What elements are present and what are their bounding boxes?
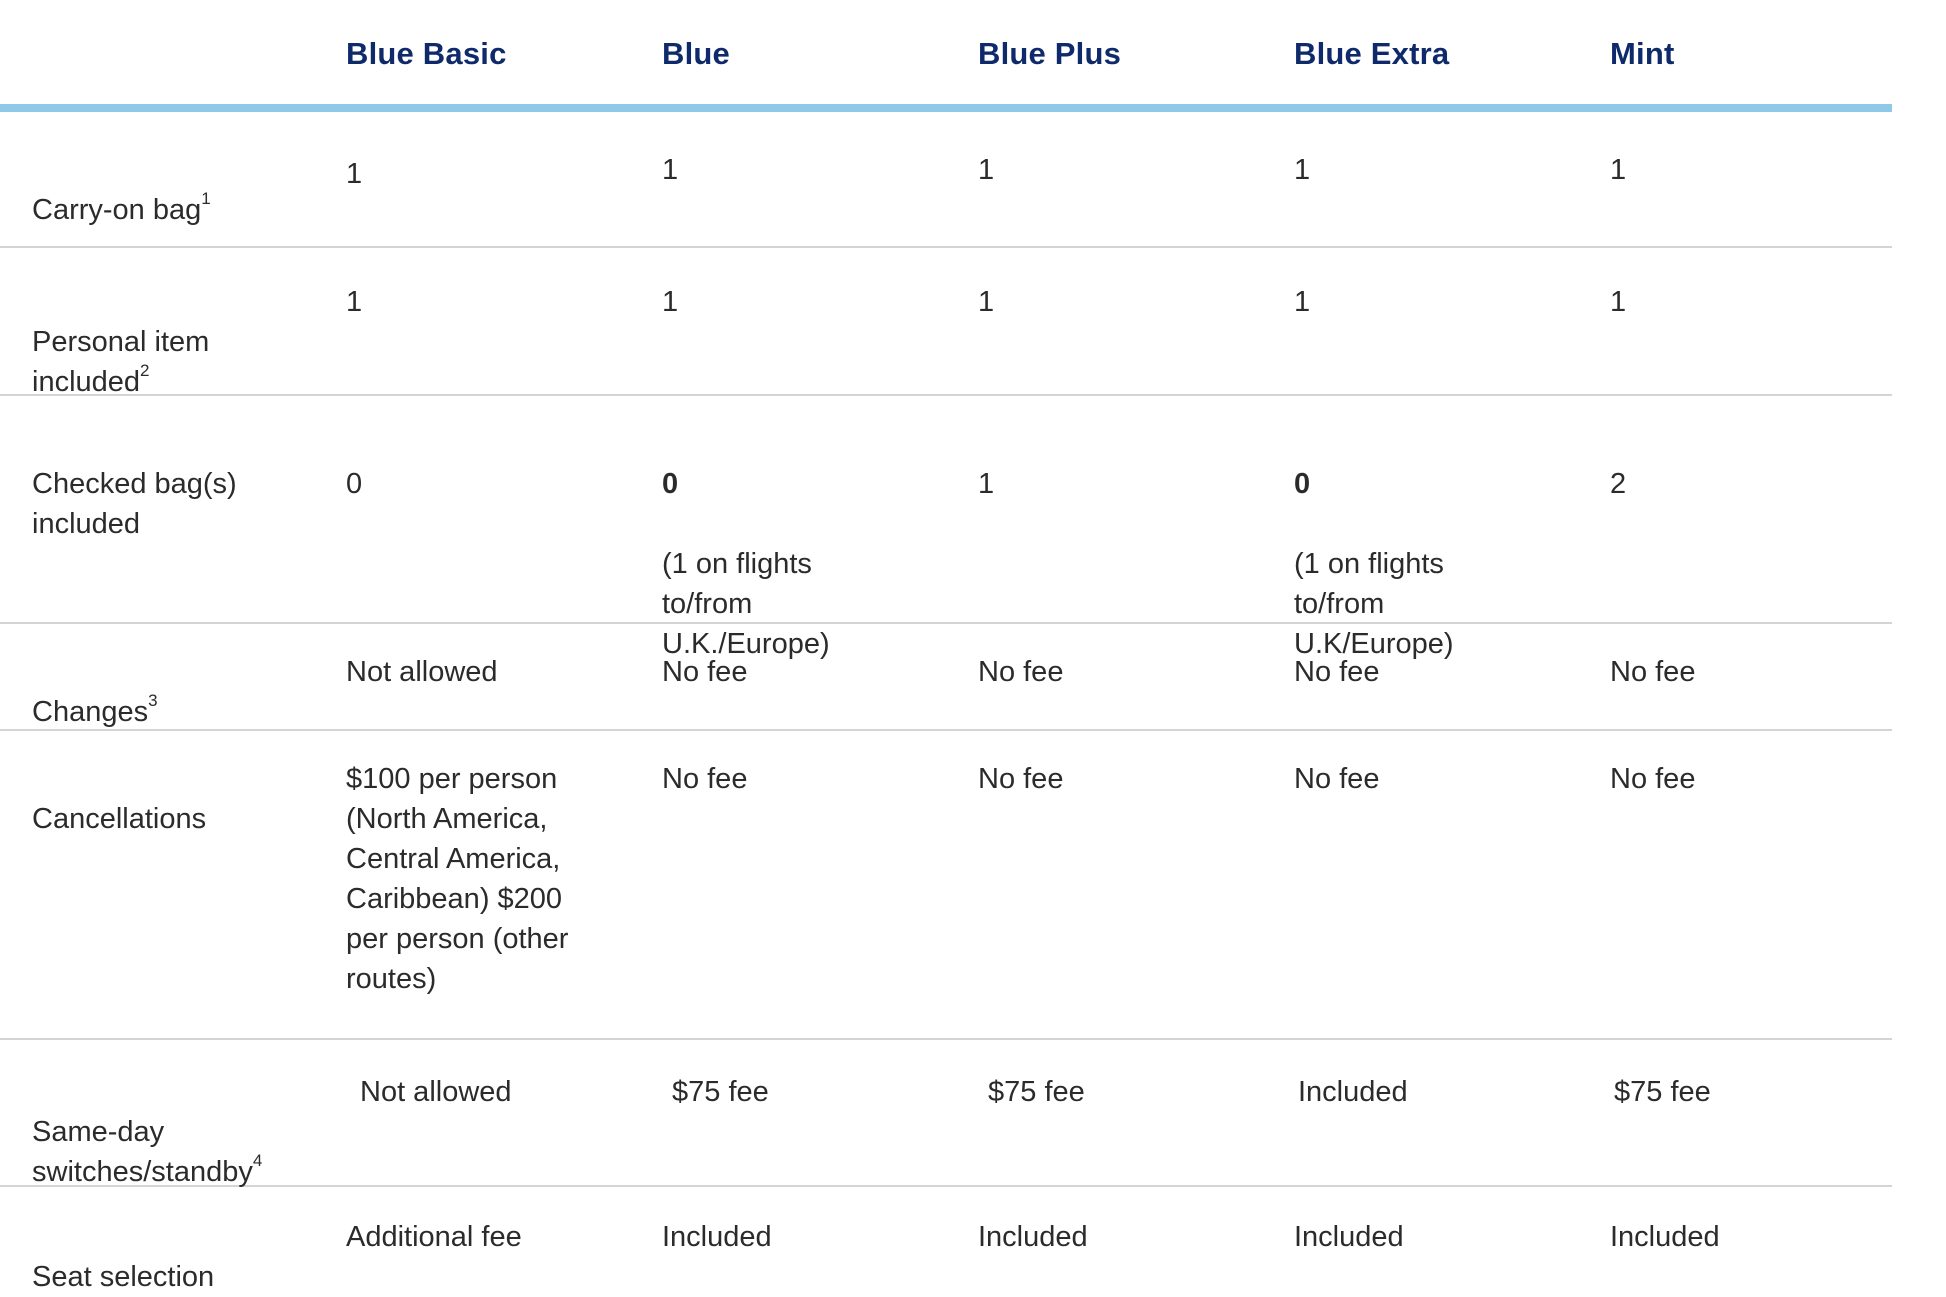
cell-blue-basic: 1 — [346, 158, 363, 190]
cell-blue: Included — [662, 1221, 772, 1253]
cell-mint: No fee — [1610, 763, 1696, 795]
cell-value-bold: 0 — [1294, 468, 1311, 500]
cell-blue-plus: $75 fee — [988, 1076, 1085, 1108]
row-label-text: Cancellations — [32, 803, 207, 835]
table-row-same-day-switches — [0, 1040, 1892, 1187]
row-label-text: Changes — [32, 696, 149, 728]
cell-value-bold: 0 — [662, 468, 679, 500]
row-label — [0, 150, 346, 246]
cell-value: 0 — [346, 468, 363, 500]
header-mint: Mint — [1610, 36, 1675, 71]
cell-blue: $75 fee — [672, 1076, 769, 1108]
footnote-marker: 2 — [140, 361, 150, 381]
row-label — [0, 282, 232, 402]
cell-blue-basic: $100 per person (North America, Central America, Caribbean) $200 per person (other routes) — [346, 763, 569, 995]
row-label-text: Checked bag(s) included — [32, 468, 237, 540]
table-row-carry-on-bag — [0, 112, 1892, 248]
cell-blue-extra: 1 — [1294, 286, 1311, 318]
cell-blue-plus: 1 — [978, 154, 995, 186]
header-blue-basic: Blue Basic — [346, 36, 507, 71]
cell-blue-plus: Included — [978, 1221, 1088, 1253]
header-blue-plus: Blue Plus — [978, 36, 1122, 71]
cell-blue-basic: 1 — [346, 286, 363, 318]
footnote-marker: 4 — [252, 1151, 263, 1171]
cell-blue-basic: Not allowed — [360, 1076, 512, 1108]
footnote-marker: 3 — [148, 691, 158, 711]
cell-mint: No fee — [1610, 656, 1696, 688]
header-empty-cell — [0, 0, 346, 104]
row-label-text: Same-day switches/standby — [32, 1116, 253, 1188]
row-label-text: Seat selection — [32, 1261, 215, 1293]
row-label-text: Carry-on bag — [32, 194, 202, 226]
table-row-checked-bags — [0, 396, 1892, 660]
cell-value: 1 — [978, 468, 995, 500]
cell-blue-extra: Included — [1298, 1076, 1408, 1108]
cell-blue: 1 — [662, 286, 679, 318]
cell-blue: 1 — [662, 154, 679, 186]
cell-blue-plus: No fee — [978, 656, 1064, 688]
cell-mint: Included — [1610, 1221, 1720, 1253]
header-blue: Blue — [662, 36, 730, 71]
table-row-seat-selection — [0, 1187, 1892, 1293]
cell-note: (1 on flights to/from U.K/Europe) — [1294, 548, 1454, 660]
cell-mint: $75 fee — [1614, 1076, 1711, 1108]
cell-blue-basic: Not allowed — [346, 656, 498, 688]
row-label — [0, 1072, 322, 1192]
header-blue-extra: Blue Extra — [1294, 36, 1450, 71]
cell-blue: No fee — [662, 763, 748, 795]
cell-value: 2 — [1610, 468, 1627, 500]
table-row-cancellations — [0, 731, 1892, 1040]
cell-blue: No fee — [662, 656, 748, 688]
cell-blue-plus: No fee — [978, 763, 1064, 795]
cell-note: (1 on flights to/from U.K./Europe) — [662, 548, 830, 660]
table-row-personal-item — [0, 248, 1892, 396]
table-header-row — [0, 0, 1892, 112]
cell-mint: 1 — [1610, 286, 1627, 318]
cell-blue-extra: No fee — [1294, 656, 1380, 688]
cell-mint: 1 — [1610, 154, 1627, 186]
row-label — [0, 652, 346, 732]
cell-blue-extra: 1 — [1294, 154, 1311, 186]
cell-blue-basic: Additional fee — [346, 1221, 522, 1253]
footnote-marker: 1 — [201, 189, 211, 209]
row-label — [0, 759, 346, 1038]
row-label — [0, 1217, 346, 1297]
cell-blue-extra: Included — [1294, 1221, 1404, 1253]
cell-blue-extra: No fee — [1294, 763, 1380, 795]
cell-blue-plus: 1 — [978, 286, 995, 318]
row-label-text: Personal item included — [32, 326, 210, 398]
table-row-changes — [0, 624, 1892, 731]
